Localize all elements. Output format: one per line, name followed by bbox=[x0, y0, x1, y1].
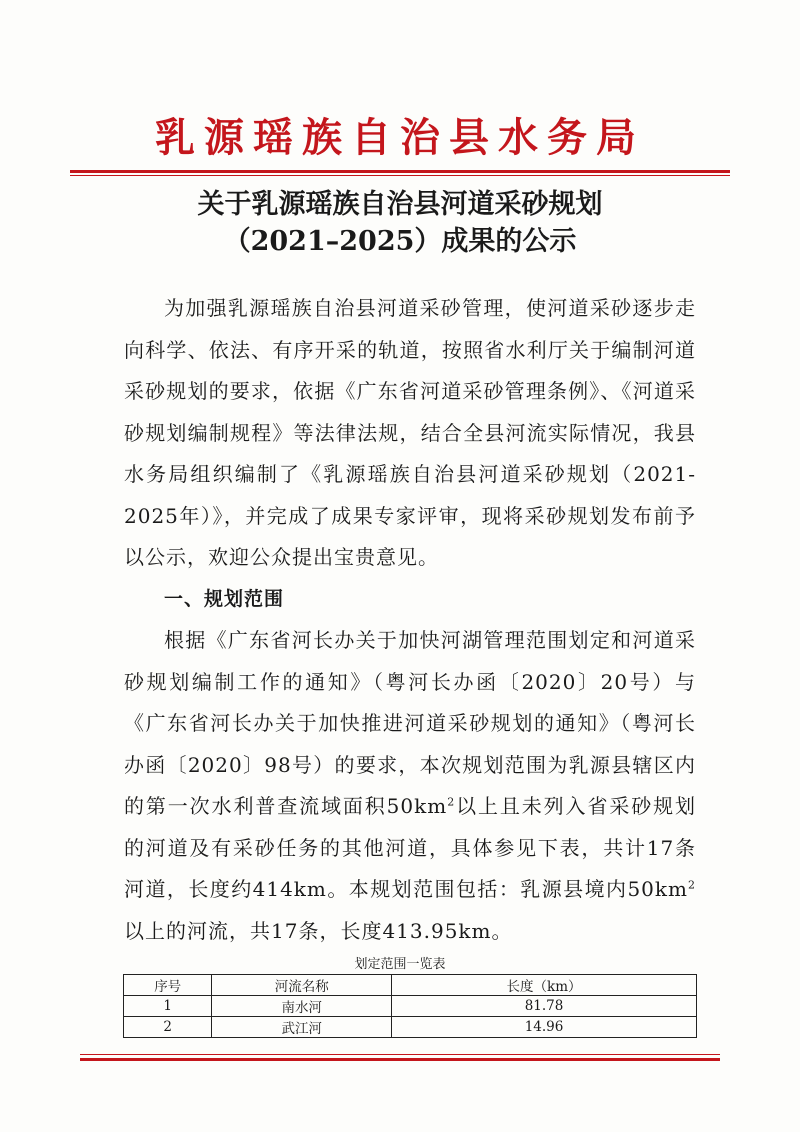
paragraph-scope-part-2: 以上且未列入省采砂规划的河道及有采砂任务的其他河道，具体参见下表，共计17条河道，长度约414km。本规划范围包括：乳源县境内50km bbox=[124, 794, 697, 901]
paragraph-scope-part-1: 根据《广东省河长办关于加快河湖管理范围划定和河道采砂规划编制工作的通知》（粤河长办函〔2020〕20号）与《广东省河长办关于加快推进河道采砂规划的通知》（粤河长办函〔2020〕98号）的要求，本次规划范围为乳源县辖区内的第一次水利普查流域面积50km bbox=[124, 628, 696, 818]
document-title-line-2: （2021–2025）成果的公示 bbox=[223, 226, 577, 257]
table-header-row bbox=[124, 975, 697, 996]
table-header-no: 序号 bbox=[124, 975, 212, 996]
table-cell-no: 2 bbox=[124, 1017, 212, 1038]
document-title-line-1: 关于乳源瑶族自治县河道采砂规划 bbox=[197, 189, 603, 220]
document-title bbox=[0, 186, 800, 260]
table-cell-length: 81.78 bbox=[392, 996, 697, 1017]
scope-table bbox=[123, 974, 697, 1038]
section-heading-scope: 一、规划范围 bbox=[164, 587, 285, 610]
table-caption: 划定范围一览表 bbox=[354, 957, 446, 972]
table-row bbox=[124, 996, 697, 1017]
table-cell-length: 14.96 bbox=[392, 1017, 697, 1038]
table-header-name: 河流名称 bbox=[212, 975, 392, 996]
paragraph-scope bbox=[124, 620, 696, 952]
superscript-2: 2 bbox=[447, 795, 456, 809]
paragraph-intro: 为加强乳源瑶族自治县河道采砂管理，使河道采砂逐步走向科学、依法、有序开采的轨道，按照省水利厅关于编制河道采砂规划的要求，依据《广东省河道采砂管理条例》、《河道采砂规划编制规程》等法律法规，结合全县河流实际情况，我县水务局组织编制了《乳源瑶族自治县河道采砂规划（2021-2025年）》，并完成了成果专家评审，现将采砂规划发布前予以公示，欢迎公众提出宝贵意见。 bbox=[124, 296, 696, 569]
table-row bbox=[124, 1017, 697, 1038]
paragraph-scope-part-3: 以上的河流，共17条，长度413.95km。 bbox=[124, 918, 513, 943]
document-body bbox=[124, 288, 696, 952]
table-cell-name: 南水河 bbox=[212, 996, 392, 1017]
table-header-length: 长度（km） bbox=[392, 975, 697, 996]
table-cell-no: 1 bbox=[124, 996, 212, 1017]
superscript-2: 2 bbox=[688, 878, 696, 892]
agency-letterhead-title: 乳源瑶族自治县水务局 bbox=[155, 114, 645, 161]
table-cell-name: 武江河 bbox=[212, 1017, 392, 1038]
